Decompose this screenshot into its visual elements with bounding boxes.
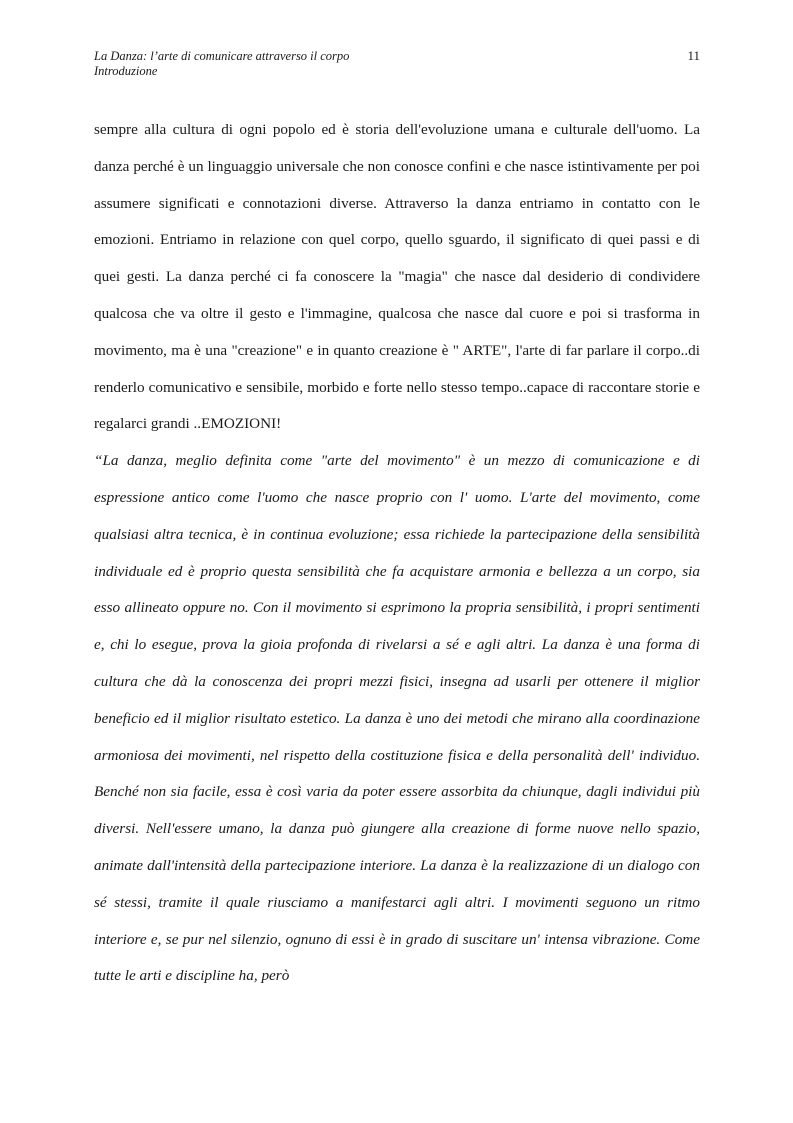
page-number: 11 (687, 48, 700, 63)
header-subtitle: Introduzione (94, 63, 158, 78)
running-header (94, 49, 700, 78)
header-title: La Danza: l’arte di comunicare attraverso il corpo (94, 49, 350, 63)
body-text (94, 112, 700, 995)
paragraph-intro: sempre alla cultura di ogni popolo ed è storia dell'evoluzione umana e culturale dell'uomo. La danza perché è un linguaggio universale che non conosce confini e che nasce istintivamente per poi assumere significati e connotazioni diverse. Attraverso la danza entriamo in contatto con le emozioni. Entriamo in relazione con quel corpo, quello sguardo, il significato di quei passi e di quei gesti. La danza perché ci fa conoscere la "magia" che nasce dal desiderio di condividere qualcosa che va oltre il gesto e l'immagine, qualcosa che nasce dal cuore e poi si trasforma in movimento, ma è una "creazione" e in quanto creazione è " ARTE", l'arte di far parlare il corpo..di renderlo comunicativo e sensibile, morbido e forte nello stesso tempo..capace di raccontare storie e regalarci grandi ..EMOZIONI! (94, 121, 700, 433)
paragraph-quote: “La danza, meglio definita come "arte del movimento" è un mezzo di comunicazione e di espressione antico come l'uomo che nasce proprio con l' uomo. L'arte del movimento, come qualsiasi altra tecnica, è in continua evoluzione; essa richiede la partecipazione della sensibilità individuale ed è proprio questa sensibilità che fa acquistare armonia e bellezza a un corpo, sia esso allineato oppure no. Con il movimento si esprimono la propria sensibilità, i propri sentimenti e, chi lo esegue, prova la gioia profonda di rivelarsi a sé e agli altri. La danza è una forma di cultura che dà la conoscenza dei propri mezzi fisici, insegna ad usarli per ottenere il miglior beneficio ed il miglior risultato estetico. La danza è uno dei metodi che mirano alla coordinazione armoniosa dei movimenti, nel rispetto della costituzione fisica e della personalità dell' individuo. Benché non sia facile, essa è così varia da poter essere assorbita da chiunque, dagli individui più diversi. Nell'essere umano, la danza può giungere alla creazione di forme nuove nello spazio, animate dall'intensità della partecipazione interiore. La danza è la realizzazione di un dialogo con sé stessi, tramite il quale riusciamo a manifestarci agli altri. I movimenti seguono un ritmo interiore e, se pur nel silenzio, ognuno di essi è in grado di suscitare un' intensa vibrazione. Come tutte le arti e discipline ha, però (94, 452, 700, 985)
